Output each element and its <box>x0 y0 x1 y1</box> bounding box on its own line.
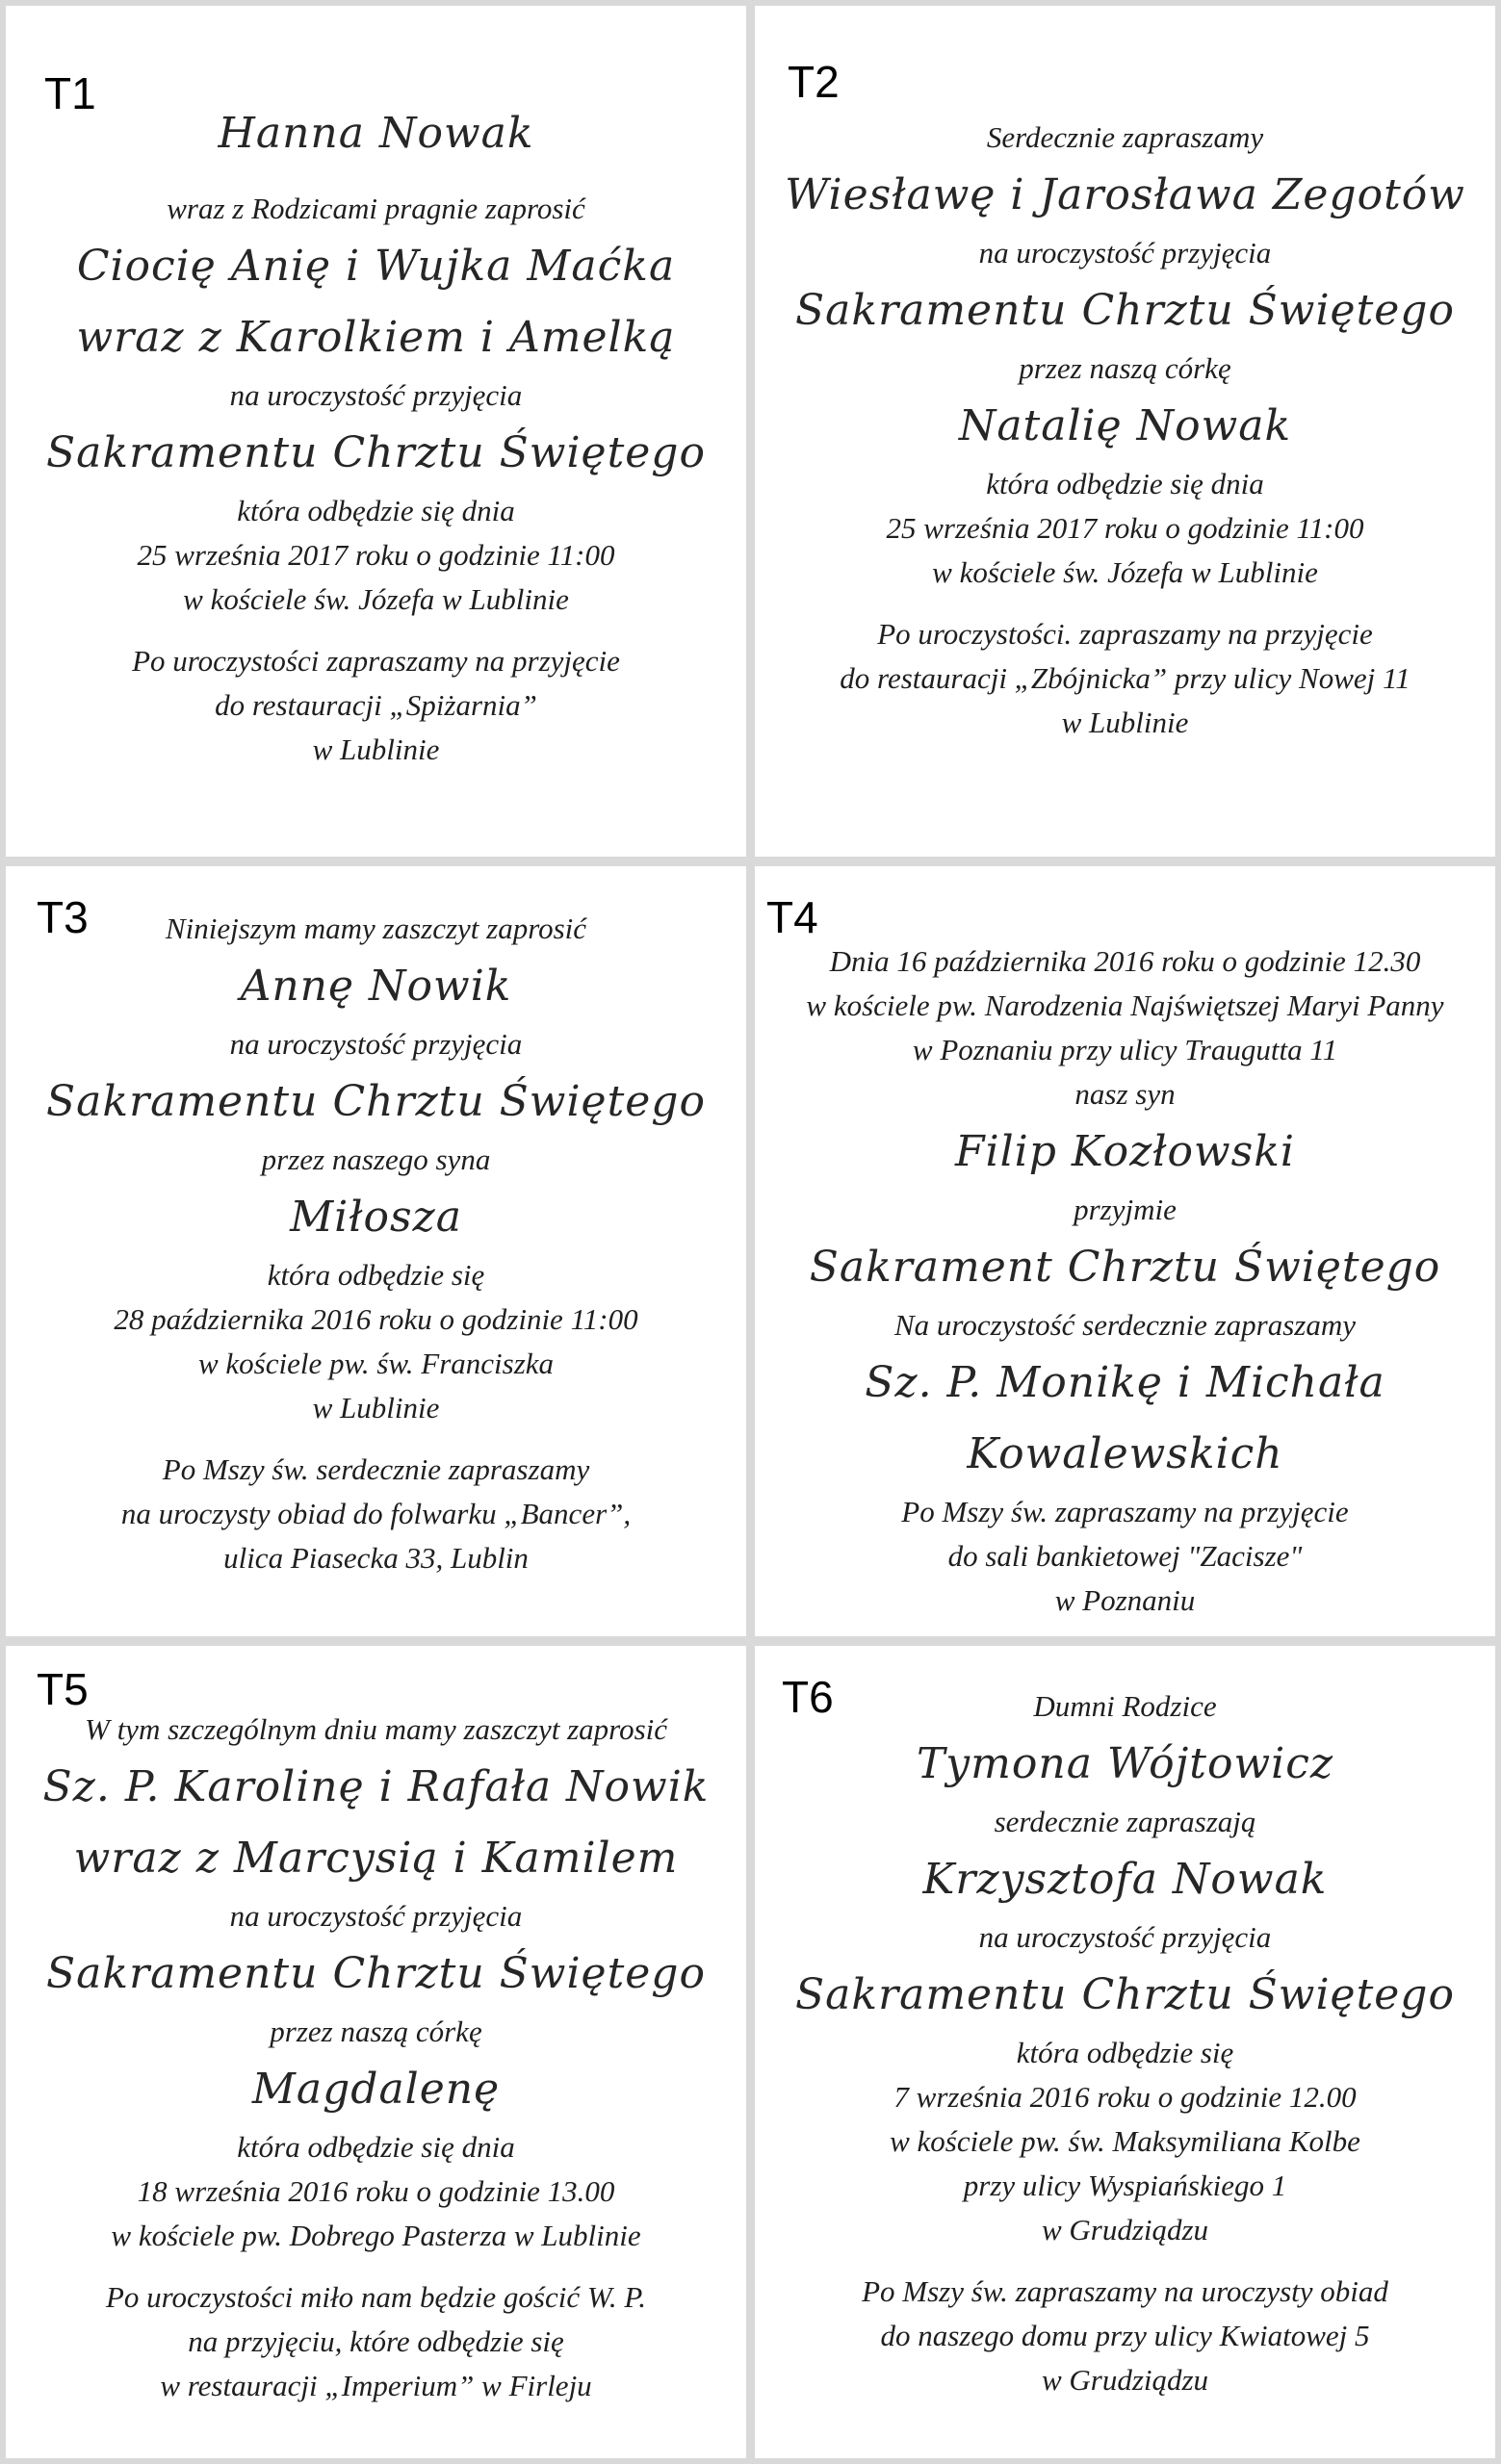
text-line: która odbędzie się dnia <box>986 467 1264 500</box>
text-line: przyjmie <box>1074 1193 1177 1226</box>
card-text <box>6 98 746 772</box>
text-line: w Poznaniu <box>1054 1583 1196 1617</box>
text-line: która odbędzie się <box>267 1258 485 1292</box>
card-tag: T4 <box>766 892 818 942</box>
text-line: w Lublinie <box>312 732 440 766</box>
card-tag: T2 <box>788 57 840 107</box>
guest-name: Sz. P. Karolinę i Rafała Nowik <box>42 1762 710 1811</box>
sacrament-title: Sakramentu Chrztu Świętego <box>46 1949 706 1998</box>
text-line: która odbędzie się dnia <box>237 2130 515 2164</box>
date-line: Dnia 16 października 2016 roku o godzinie 12.30 <box>829 944 1421 978</box>
place-line: przy ulicy Wyspiańskiego 1 <box>963 2169 1287 2202</box>
text-line: przez naszego syna <box>261 1142 491 1176</box>
date-line: 25 września 2017 roku o godzinie 11:00 <box>886 511 1364 545</box>
text-line: serdecznie zapraszają <box>994 1805 1256 1838</box>
guest-name: Wiesławę i Jarosława Zegotów <box>785 170 1465 219</box>
text-line: do naszego domu przy ulicy Kwiatowej 5 <box>880 2319 1370 2352</box>
place-line: w Poznaniu przy ulicy Traugutta 11 <box>912 1033 1338 1066</box>
sacrament-title: Sakrament Chrztu Świętego <box>809 1243 1441 1292</box>
place-line: w kościele pw. Narodzenia Najświętszej Maryi Panny <box>806 988 1444 1022</box>
text-line: nasz syn <box>1074 1077 1176 1111</box>
invitation-card-t5 <box>6 1646 746 2458</box>
sacrament-title: Sakramentu Chrztu Świętego <box>46 1077 706 1126</box>
text-line: w Grudziądzu <box>1041 2363 1209 2397</box>
text-line: w Lublinie <box>1061 706 1189 739</box>
text-line: do restauracji „Spiżarnia” <box>215 688 537 722</box>
card-text <box>6 1707 746 2408</box>
parents-name: Tymona Wójtowicz <box>916 1739 1334 1788</box>
text-line: Po Mszy św. zapraszamy na uroczysty obiad <box>862 2274 1388 2308</box>
text-line: przez naszą córkę <box>1019 351 1231 385</box>
place-line: w kościele św. Józefa w Lublinie <box>183 582 569 616</box>
place-line: w kościele pw. św. Maksymiliana Kolbe <box>890 2124 1360 2158</box>
child-name: Natalię Nowak <box>958 401 1292 450</box>
text-line: Dumni Rodzice <box>1033 1689 1217 1723</box>
place-line: w kościele pw. św. Franciszka <box>197 1347 555 1380</box>
child-name: Miłosza <box>290 1193 462 1242</box>
text-line: na uroczystość przyjęcia <box>978 1920 1272 1954</box>
date-line: 28 października 2016 roku o godzinie 11:00 <box>114 1302 638 1336</box>
invitation-card-t1 <box>6 6 746 857</box>
sacrament-title: Sakramentu Chrztu Świętego <box>795 286 1455 335</box>
child-name: Filip Kozłowski <box>955 1127 1295 1176</box>
text-line: Po uroczystości miło nam będzie gościć W. P. <box>105 2280 647 2314</box>
guest-name: Ciocię Anię i Wujka Maćka <box>76 242 676 291</box>
text-line: Po Mszy św. serdecznie zapraszamy <box>162 1452 590 1486</box>
date-line: 7 września 2016 roku o godzinie 12.00 <box>893 2080 1357 2114</box>
place-line: w kościele pw. Dobrego Pasterza w Lublinie <box>111 2219 641 2252</box>
sacrament-title: Sakramentu Chrztu Świętego <box>46 428 706 477</box>
card-tag: T6 <box>782 1672 834 1722</box>
text-line: wraz z Rodzicami pragnie zaprosić <box>167 192 585 225</box>
text-line: w restauracji „Imperium” w Firleju <box>160 2369 592 2402</box>
guest-name: Hanna Nowak <box>218 109 534 158</box>
card-text <box>755 1684 1495 2402</box>
card-tag: T3 <box>37 892 89 942</box>
guest-name: Annę Nowik <box>240 962 512 1011</box>
text-line: która odbędzie się <box>1016 2036 1234 2069</box>
date-line: 25 września 2017 roku o godzinie 11:00 <box>137 538 615 572</box>
text-line: na uroczystość przyjęcia <box>229 1027 523 1061</box>
invitation-card-t4 <box>755 866 1495 1636</box>
card-text <box>755 116 1495 745</box>
card-tag: T1 <box>44 68 96 118</box>
text-line: Po Mszy św. zapraszamy na przyjęcie <box>901 1495 1349 1528</box>
invitation-card-t2 <box>755 6 1495 857</box>
text-line: Niniejszym mamy zaszczyt zaprosić <box>165 911 587 945</box>
card-text <box>6 907 746 1580</box>
text-line: do restauracji „Zbójnicka” przy ulicy Nowej 11 <box>840 661 1410 695</box>
guest-name: wraz z Marcysią i Kamilem <box>73 1834 679 1883</box>
guest-name: wraz z Karolkiem i Amelką <box>76 313 676 362</box>
place-line: w Lublinie <box>312 1391 440 1424</box>
text-line: na uroczystość przyjęcia <box>229 1899 523 1933</box>
place-line: w kościele św. Józefa w Lublinie <box>932 555 1318 589</box>
text-line: do sali bankietowej "Zacisze" <box>947 1539 1303 1573</box>
card-tag: T5 <box>37 1664 89 1714</box>
text-line: W tym szczególnym dniu mamy zaszczyt zaprosić <box>85 1712 667 1746</box>
guest-name: Sz. P. Monikę i Michała <box>865 1358 1385 1407</box>
text-line: przez naszą córkę <box>270 2015 482 2048</box>
child-name: Magdalenę <box>251 2065 501 2114</box>
text-line: na przyjęciu, które odbędzie się <box>188 2324 564 2358</box>
text-line: Po uroczystości zapraszamy na przyjęcie <box>132 644 620 678</box>
text-line: która odbędzie się dnia <box>237 494 515 527</box>
guest-name: Kowalewskich <box>967 1429 1283 1478</box>
guest-name: Krzysztofa Nowak <box>922 1855 1328 1904</box>
text-line: Serdecznie zapraszamy <box>986 120 1264 154</box>
text-line: na uroczystość przyjęcia <box>229 378 523 412</box>
invitation-card-t3 <box>6 866 746 1636</box>
invitation-card-t6 <box>755 1646 1495 2458</box>
text-line: Po uroczystości. zapraszamy na przyjęcie <box>877 617 1373 651</box>
text-line: Na uroczystość serdecznie zapraszamy <box>893 1308 1357 1342</box>
text-line: na uroczystość przyjęcia <box>978 236 1272 270</box>
card-text <box>755 939 1495 1623</box>
text-line: na uroczysty obiad do folwarku „Bancer”, <box>120 1497 632 1530</box>
date-line: 18 września 2016 roku o godzinie 13.00 <box>137 2174 615 2208</box>
place-line: w Grudziądzu <box>1041 2213 1209 2246</box>
text-line: ulica Piasecka 33, Lublin <box>223 1541 529 1575</box>
sacrament-title: Sakramentu Chrztu Świętego <box>795 1970 1455 2019</box>
